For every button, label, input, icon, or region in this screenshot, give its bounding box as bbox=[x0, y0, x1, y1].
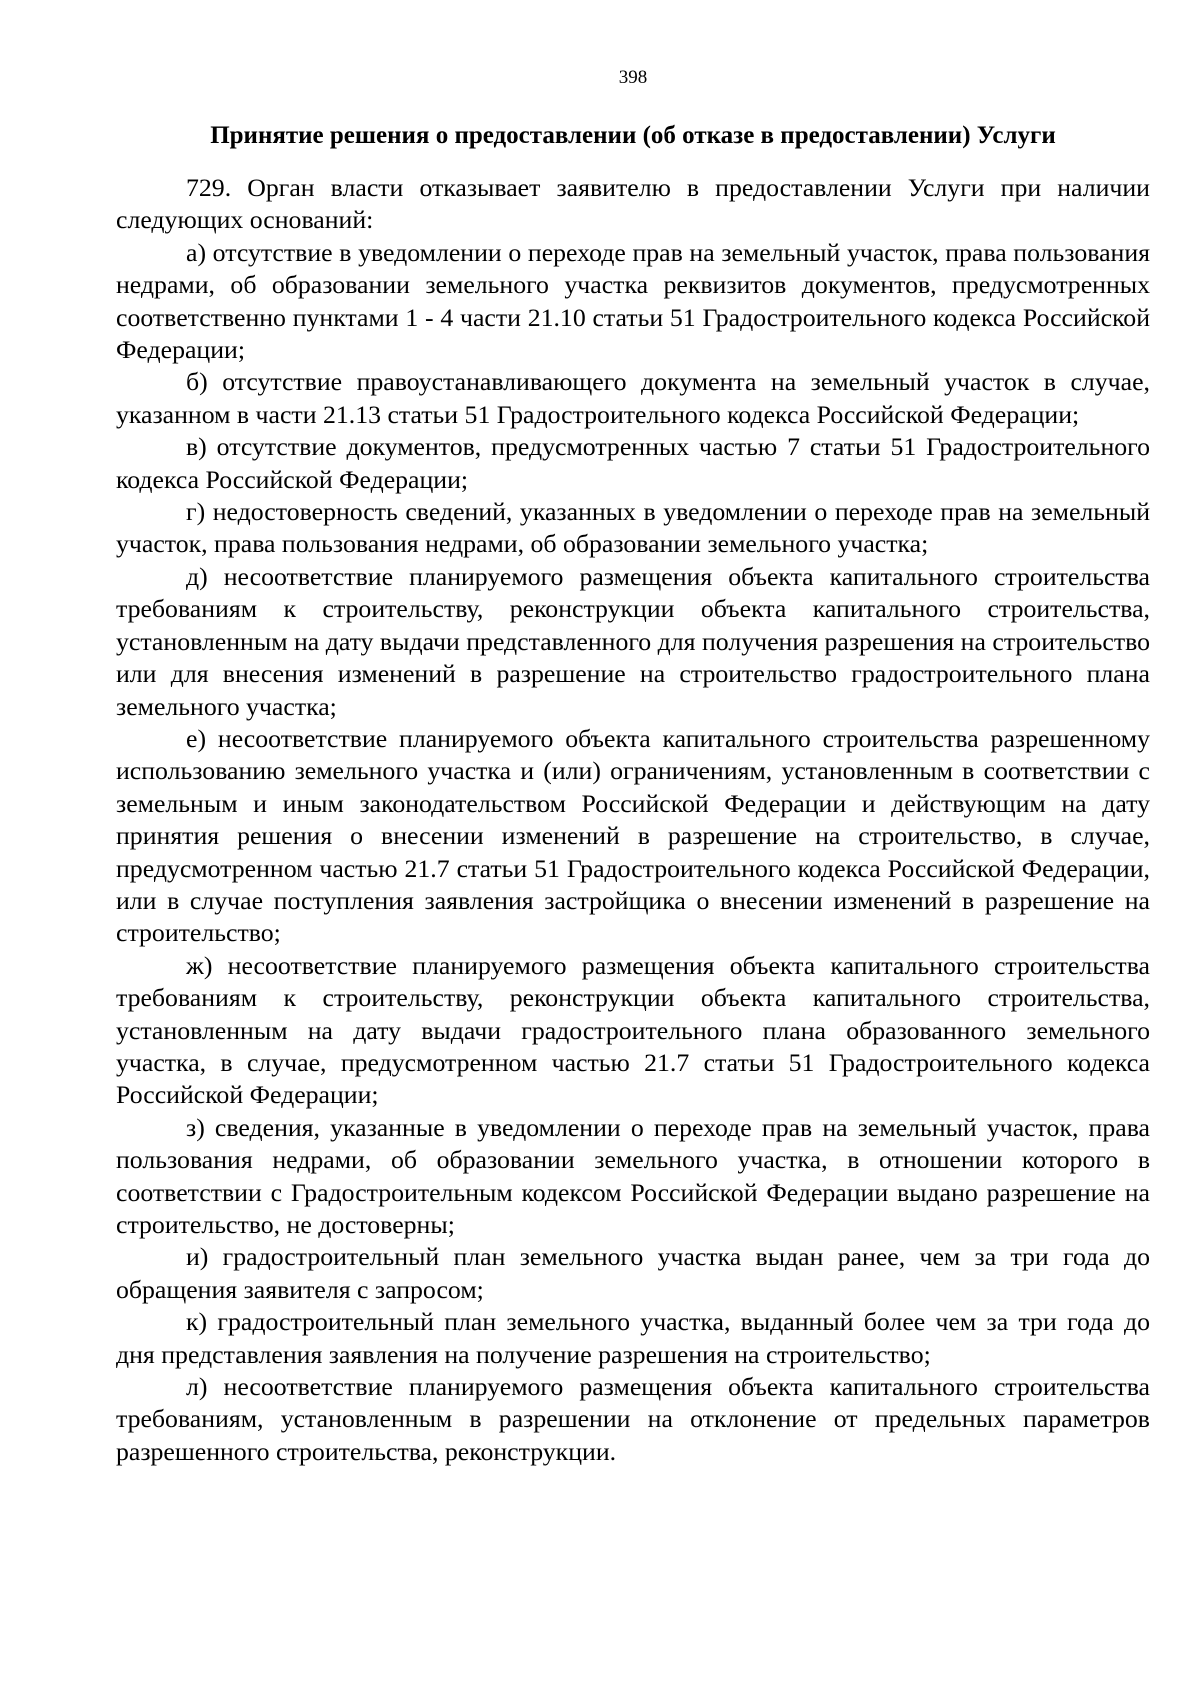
list-item-i: и) градостроительный план земельного участка выдан ранее, чем за три года до обращения заявителя с запросом; bbox=[116, 1242, 1150, 1304]
list-item-zh: ж) несоответствие планируемого размещения объекта капитального строительства требованиям к строительству, реконструкции объекта капитального строительства, установленным на дату выдачи градостроительного плана образованного земельного участка, в случае, предусмотренном частью 21.7 статьи 51 Градостроительного кодекса Российской Федерации; bbox=[116, 950, 1150, 1110]
list-item-d: д) несоответствие планируемого размещения объекта капитального строительства требованиям к строительству, реконструкции объекта капитального строительства, установленным на дату выдачи представленного для получения разрешения на строительство или для внесения изменений в разрешение на строительство градостроительного плана земельного участка; bbox=[116, 561, 1150, 721]
document-page bbox=[116, 66, 1150, 1468]
list-item-a: а) отсутствие в уведомлении о переходе прав на земельный участок, права пользования недрами, об образовании земельного участка реквизитов документов, предусмотренных соответственно пунктами 1 - 4 части 21.10 статьи 51 Градостроительного кодекса Российской Федерации; bbox=[116, 237, 1150, 365]
list-item-b: б) отсутствие правоустанавливающего документа на земельный участок в случае, указанном в части 21.13 статьи 51 Градостроительного кодекса Российской Федерации; bbox=[116, 367, 1150, 429]
list-item-g: г) недостоверность сведений, указанных в уведомлении о переходе прав на земельный участок, права пользования недрами, об образовании земельного участка; bbox=[116, 497, 1150, 559]
list-item-v: в) отсутствие документов, предусмотренных частью 7 статьи 51 Градостроительного кодекса Российской Федерации; bbox=[116, 432, 1150, 494]
list-item-k: к) градостроительный план земельного участка, выданный более чем за три года до дня представления заявления на получение разрешения на строительство; bbox=[116, 1307, 1150, 1369]
paragraph-729-intro: 729. Орган власти отказывает заявителю в предоставлении Услуги при наличии следующих оснований: bbox=[116, 173, 1150, 235]
list-item-e: е) несоответствие планируемого объекта капитального строительства разрешенному использованию земельного участка и (или) ограничениям, установленным в соответствии с земельным и иным законодательством Российской Федерации и действующим на дату принятия решения о внесении изменений в разрешение на строительство, в случае, предусмотренном частью 21.7 статьи 51 Градостроительного кодекса Российской Федерации, или в случае поступления заявления застройщика о внесении изменений в разрешение на строительство; bbox=[116, 723, 1150, 948]
list-item-l: л) несоответствие планируемого размещения объекта капитального строительства требованиям, установленным в разрешении на отклонение от предельных параметров разрешенного строительства, реконструкции. bbox=[116, 1372, 1150, 1466]
list-item-z: з) сведения, указанные в уведомлении о переходе прав на земельный участок, права пользования недрами, об образовании земельного участка, в отношении которого в соответствии с Градостроительным кодексом Российской Федерации выдано разрешение на строительство, не достоверны; bbox=[116, 1112, 1150, 1239]
page-number: 398 bbox=[618, 67, 648, 88]
section-heading: Принятие решения о предоставлении (об отказе в предоставлении) Услуги bbox=[210, 122, 1056, 149]
